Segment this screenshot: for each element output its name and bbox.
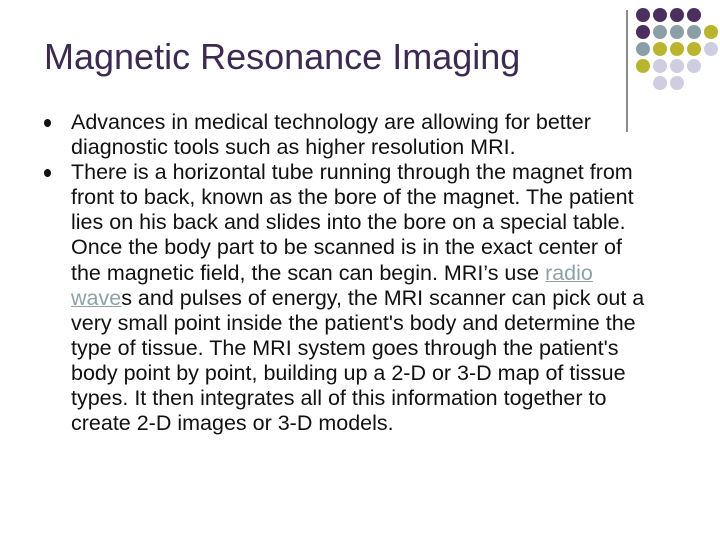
decorative-dot: [670, 76, 684, 90]
decorative-dot: [636, 59, 650, 73]
bullet-dot-icon: [44, 119, 51, 127]
decorative-dot: [653, 42, 667, 56]
decorative-dot: [687, 25, 701, 39]
decorative-dot: [653, 8, 667, 22]
decorative-dot-grid: [636, 8, 720, 93]
radio-wave-link[interactable]: radio wave: [71, 260, 593, 310]
decorative-dot: [687, 8, 701, 22]
bullet-dot-icon: [44, 169, 51, 177]
decorative-dot: [653, 76, 667, 90]
bullet-text: Advances in medical technology are allowing for better diagnostic tools such as higher resolution MRI.: [71, 110, 591, 160]
decorative-dot: [704, 25, 718, 39]
decorative-dot: [653, 25, 667, 39]
bullet-text-end: s and pulses of energy, the MRI scanner can pick out a very small point inside the patient's body and determine the type of tissue. The MRI system goes through the patient's body point by point, building up a 2-D or 3-D map of tissue types. It then integrates all of this information together to create 2-D images or 3-D models.: [71, 285, 645, 436]
decorative-dot: [670, 59, 684, 73]
decorative-dot: [687, 42, 701, 56]
bullet-item: [44, 110, 654, 160]
decorative-dot: [636, 25, 650, 39]
bullet-list: [44, 110, 654, 436]
decorative-dot: [687, 59, 701, 73]
decorative-dot: [636, 42, 650, 56]
decorative-dot: [670, 8, 684, 22]
slide-title: Magnetic Resonance Imaging: [44, 36, 521, 77]
decorative-dot: [704, 42, 718, 56]
decorative-dot: [636, 8, 650, 22]
decorative-dot: [670, 25, 684, 39]
decorative-dot: [653, 59, 667, 73]
bullet-item: [44, 160, 654, 436]
bullet-text-start: There is a horizontal tube running through the magnet from front to back, known as the bore of the magnet. The patient lies on his back and slides into the bore on a special table. Once the body part to be scanned is in the exact center of the magnetic field, the scan can begin. MRI’s use: [71, 160, 634, 285]
decorative-dot: [670, 42, 684, 56]
